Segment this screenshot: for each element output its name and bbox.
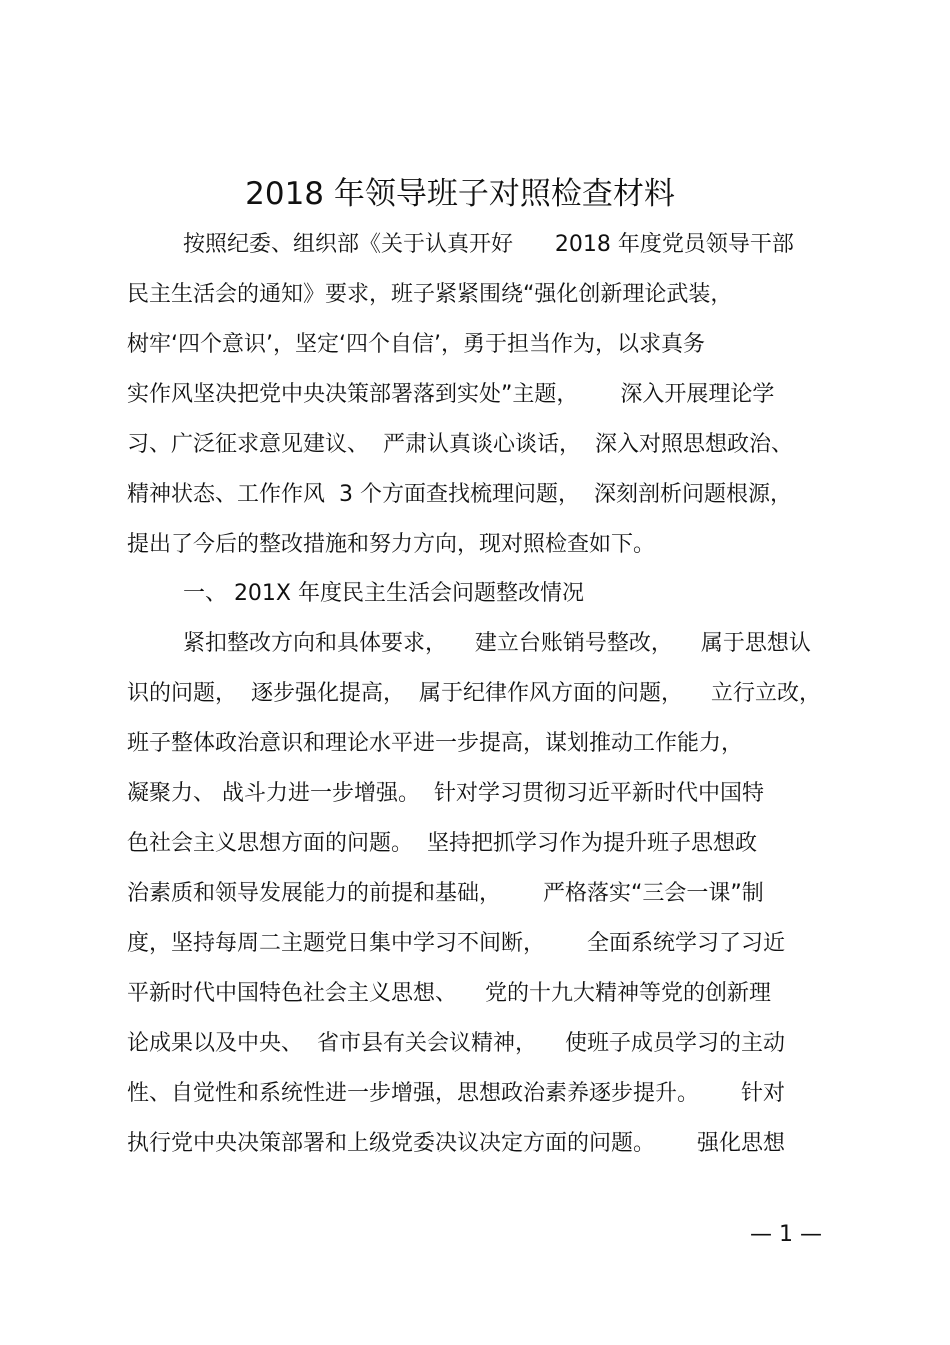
body-line: 论成果以及中央、 省市县有关会议精神， 使班子成员学习的主动 bbox=[127, 1031, 785, 1056]
body-line: 树牢‘四个意识’，坚定‘四个自信’，勇于担当作为，以求真务 bbox=[127, 332, 705, 357]
page-number: — 1 — bbox=[750, 1222, 822, 1247]
body-line: 凝聚力、 战斗力进一步增强。 针对学习贯彻习近平新时代中国特 bbox=[127, 781, 764, 806]
document-title: 2018 年领导班子对照检查材料 bbox=[245, 176, 675, 212]
body-line: 紧扣整改方向和具体要求， 建立台账销号整改， 属于思想认 bbox=[127, 631, 811, 656]
body-line: 提出了今后的整改措施和努力方向，现对照检查如下。 bbox=[127, 532, 656, 557]
body-line: 民主生活会的通知》要求，班子紧紧围绕“强化创新理论武装， bbox=[127, 282, 733, 307]
body-line: 实作风坚决把党中央决策部署落到实处”主题， 深入开展理论学 bbox=[127, 382, 775, 407]
body-line: 度，坚持每周二主题党日集中学习不间断， 全面系统学习了习近 bbox=[127, 931, 785, 956]
body-line: 按照纪委、组织部《关于认真开好 2018 年度党员领导干部 bbox=[127, 232, 794, 257]
body-line: 治素质和领导发展能力的前提和基础， 严格落实“三会一课”制 bbox=[127, 881, 764, 906]
body-line: 习、广泛征求意见建议、 严肃认真谈心谈话， 深入对照思想政治、 bbox=[127, 432, 793, 457]
body-line: 平新时代中国特色社会主义思想、 党的十九大精神等党的创新理 bbox=[127, 981, 771, 1006]
body-line: 精神状态、工作作风 3 个方面查找梳理问题， 深刻剖析问题根源， bbox=[127, 482, 792, 507]
body-line: 班子整体政治意识和理论水平进一步提高，谋划推动工作能力， bbox=[127, 731, 744, 756]
body-line: 色社会主义思想方面的问题。 坚持把抓学习作为提升班子思想政 bbox=[127, 831, 757, 856]
body-line: 识的问题， 逐步强化提高， 属于纪律作风方面的问题， 立行立改， bbox=[127, 681, 821, 706]
section-heading: 一、 201X 年度民主生活会问题整改情况 bbox=[127, 581, 584, 606]
body-line: 执行党中央决策部署和上级党委决议决定方面的问题。 强化思想 bbox=[127, 1131, 785, 1156]
body-line: 性、自觉性和系统性进一步增强，思想政治素养逐步提升。 针对 bbox=[127, 1081, 785, 1106]
